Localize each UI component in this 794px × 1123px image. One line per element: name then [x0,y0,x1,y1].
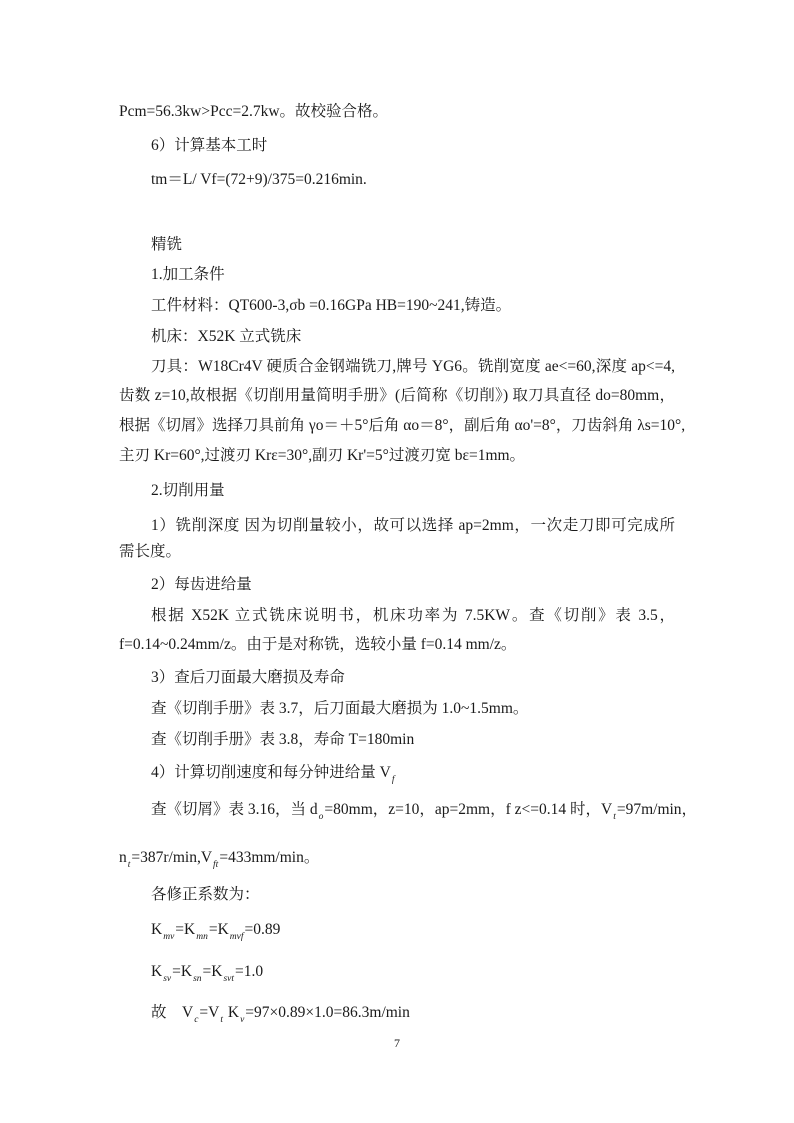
text-line: f=0.14~0.24mm/z。由于是对称铣，选较小量 f=0.14 mm/z。 [119,636,517,653]
text-segment: K [151,963,163,980]
text-line: 各修正系数为： [151,886,260,903]
subscript: mvf [229,932,244,942]
step-heading: 2）每齿进给量 [151,576,252,593]
subscript: v [240,1015,245,1025]
formula-line [151,962,263,984]
step-heading: 3）查后刀面最大磨损及寿命 [151,669,345,686]
subscript: sv [163,974,172,984]
subscript: f [391,775,395,785]
subscript: svt [223,974,235,984]
text-segment: =387r/min,V [131,849,213,866]
text-segment: =0.89 [244,921,281,938]
text-line: 需长度。 [119,543,182,560]
text-segment: K [224,1004,240,1021]
formula-line: tm＝L/ Vf=(72+9)/375=0.216min. [151,171,367,188]
step-heading [151,763,395,785]
text-line: 机床：X52K 立式铣床 [151,328,302,345]
text-line: 刀具：W18Cr4V 硬质合金钢端铣刀,牌号 YG6。铣削宽度 ae<=60,深度 ap<=4, [151,358,675,375]
subsection-heading: 2.切削用量 [151,482,225,499]
subscript: sn [193,974,202,984]
text-segment: 4）计算切削速度和每分钟进给量 V [151,764,391,781]
formula-line [151,1003,410,1025]
subscript: mn [196,932,208,942]
text-segment: 故 V [151,1004,194,1021]
step-heading: 6）计算基本工时 [151,137,268,154]
text-segment: =K [208,921,229,938]
text-line [119,848,319,870]
text-line: 主刃 Kr=60°,过渡刃 Krε=30°,副刃 Kr'=5°过渡刃宽 bε=1mm。 [119,447,526,464]
text-segment: K [151,921,163,938]
text-line: 根据《切屑》选择刀具前角 γo＝＋5°后角 αo＝8°，副后角 αo'=8°，刀齿斜角 λs=10°, [119,417,686,434]
text-segment: =V [199,1004,220,1021]
text-segment: =80mm，z=10，ap=2mm，f z<=0.14 时，V [324,801,613,818]
subscript: t [127,860,131,870]
text-segment: n [119,849,127,866]
page-number: 7 [394,1036,400,1050]
text-line: 齿数 z=10,故根据《切削用量简明手册》(后简称《切削》) 取刀具直径 do=80mm， [119,387,675,404]
text-segment: =433mm/min。 [219,849,320,866]
subscript: mv [163,932,175,942]
text-line [151,800,697,822]
text-line: 查《切削手册》表 3.8，寿命 T=180min [151,731,415,748]
subscript: t [613,812,616,822]
subscript: o [318,812,324,822]
subscript: c [194,1015,199,1025]
text-segment: =K [202,963,223,980]
subscript: t [220,1015,223,1025]
subscript: ft [213,860,219,870]
text-segment: =K [175,921,196,938]
text-line: 查《切削手册》表 3.7，后刀面最大磨损为 1.0~1.5mm。 [151,700,529,717]
text-segment: =97m/min， [616,801,698,818]
formula-line [151,920,280,942]
text-segment: =1.0 [235,963,264,980]
text-line: Pcm=56.3kw>Pcc=2.7kw。故校验合格。 [119,103,389,120]
text-line: 根据 X52K 立式铣床说明书，机床功率为 7.5KW。查《切削》表 3.5， [151,607,675,624]
section-heading: 精铣 [151,236,183,253]
text-segment: 查《切屑》表 3.16，当 d [151,801,318,818]
text-line: 工件材料：QT600-3,σb =0.16GPa HB=190~241,铸造。 [151,297,512,314]
text-segment: =97×0.89×1.0=86.3m/min [245,1004,410,1021]
text-segment: =K [172,963,193,980]
text-line: 1）铣削深度 因为切削量较小，故可以选择 ap=2mm，一次走刀即可完成所 [151,517,675,534]
subsection-heading: 1.加工条件 [151,266,225,283]
